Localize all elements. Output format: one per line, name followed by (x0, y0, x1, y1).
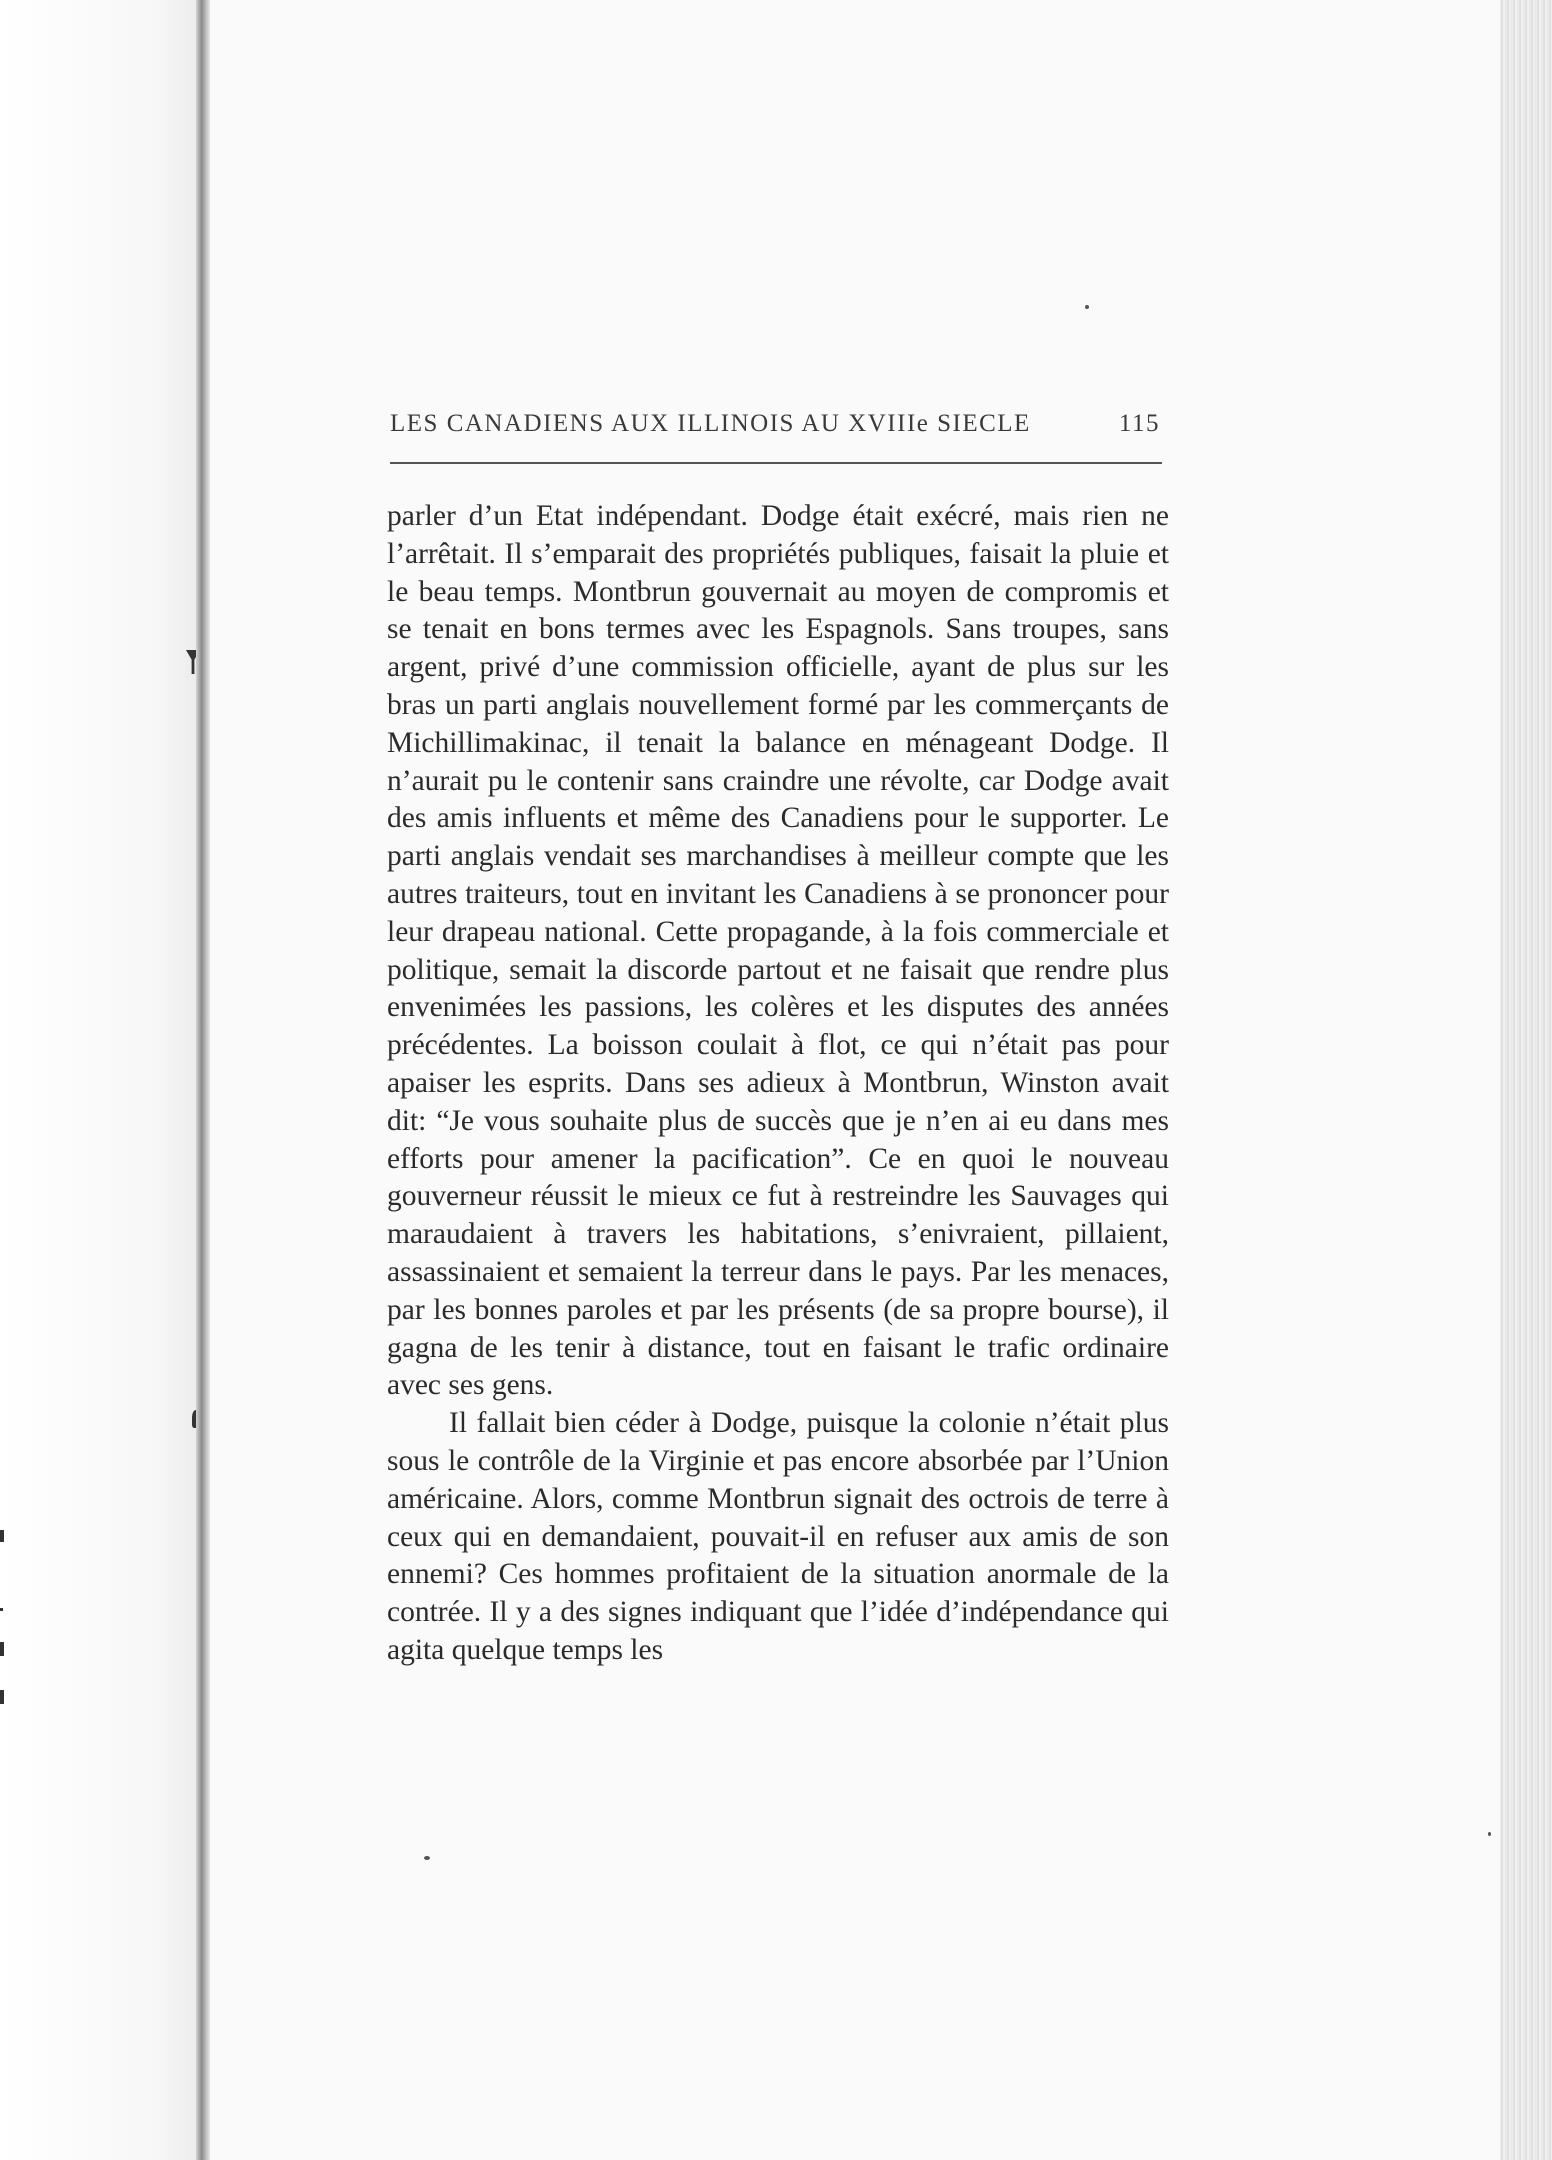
page-mark (0, 1690, 4, 1704)
running-header (390, 410, 1160, 448)
page-number: 115 (1118, 410, 1160, 437)
paper-speck (424, 1856, 430, 1860)
paper-speck (1085, 305, 1089, 309)
page-edges (1500, 0, 1552, 2160)
header-rule (390, 462, 1162, 464)
running-title: LES CANADIENS AUX ILLINOIS AU XVIIIe SIECLE (390, 410, 1031, 437)
paragraph: parler d’un Etat indépendant. Dodge était exécré, mais rien ne l’arrêtait. Il s’emparait des propriétés publiques, faisait la pluie et le beau temps. Montbrun gouvernait au moyen de compromis et se tenait en bons termes avec les Espagnols. Sans troupes, sans argent, privé d’une commission officielle, ayant de plus sur les bras un parti anglais nouvellement formé par les commerçants de Michillimakinac, il tenait la balance en ménageant Dodge. Il n’aurait pu le contenir sans craindre une révolte, car Dodge avait des amis influents et même des Canadiens pour le supporter. Le parti anglais vendait ses marchandises à meilleur compte que les autres traiteurs, tout en invitant les Canadiens à se prononcer pour leur drapeau national. Cette propagande, à la fois commerciale et politique, semait la discorde partout et ne faisait que rendre plus envenimées les passions, les colères et les disputes des années précédentes. La boisson coulait à flot, ce qui n’était pas pour apaiser les esprits. Dans ses adieux à Montbrun, Winston avait dit: “Je vous souhaite plus de succès que je n’en ai eu dans mes efforts pour amener la pacification”. Ce en quoi le nouveau gouverneur réussit le mieux ce fut à restreindre les Sauvages qui maraudaient à travers les habitations, s’enivraient, pillaient, assassinaient et semaient la terreur dans le pays. Par les menaces, par les bonnes paroles et par les présents (de sa propre bourse), il gagna de les tenir à distance, tout en faisant le trafic ordinaire avec ses gens. (387, 500, 1169, 1402)
paragraph: Il fallait bien céder à Dodge, puisque la colonie n’était plus sous le contrôle de la Virginie et pas encore absorbée par l’Union américaine. Alors, comme Montbrun signait des octrois de terre à ceux qui en demandaient, pouvait-il en refuser aux amis de son ennemi? Ces hommes profitaient de la situation anormale de la contrée. Il y a des signes indiquant que l’idée d’indépendance qui agita quelque temps les (387, 1407, 1169, 1666)
page-mark (0, 1530, 4, 1542)
facing-page (0, 0, 200, 2160)
book-gutter (196, 0, 210, 2160)
page-mark (0, 1642, 4, 1656)
page-mark (0, 1608, 3, 1611)
paper-speck (1488, 1832, 1491, 1836)
body-text (387, 498, 1169, 1670)
